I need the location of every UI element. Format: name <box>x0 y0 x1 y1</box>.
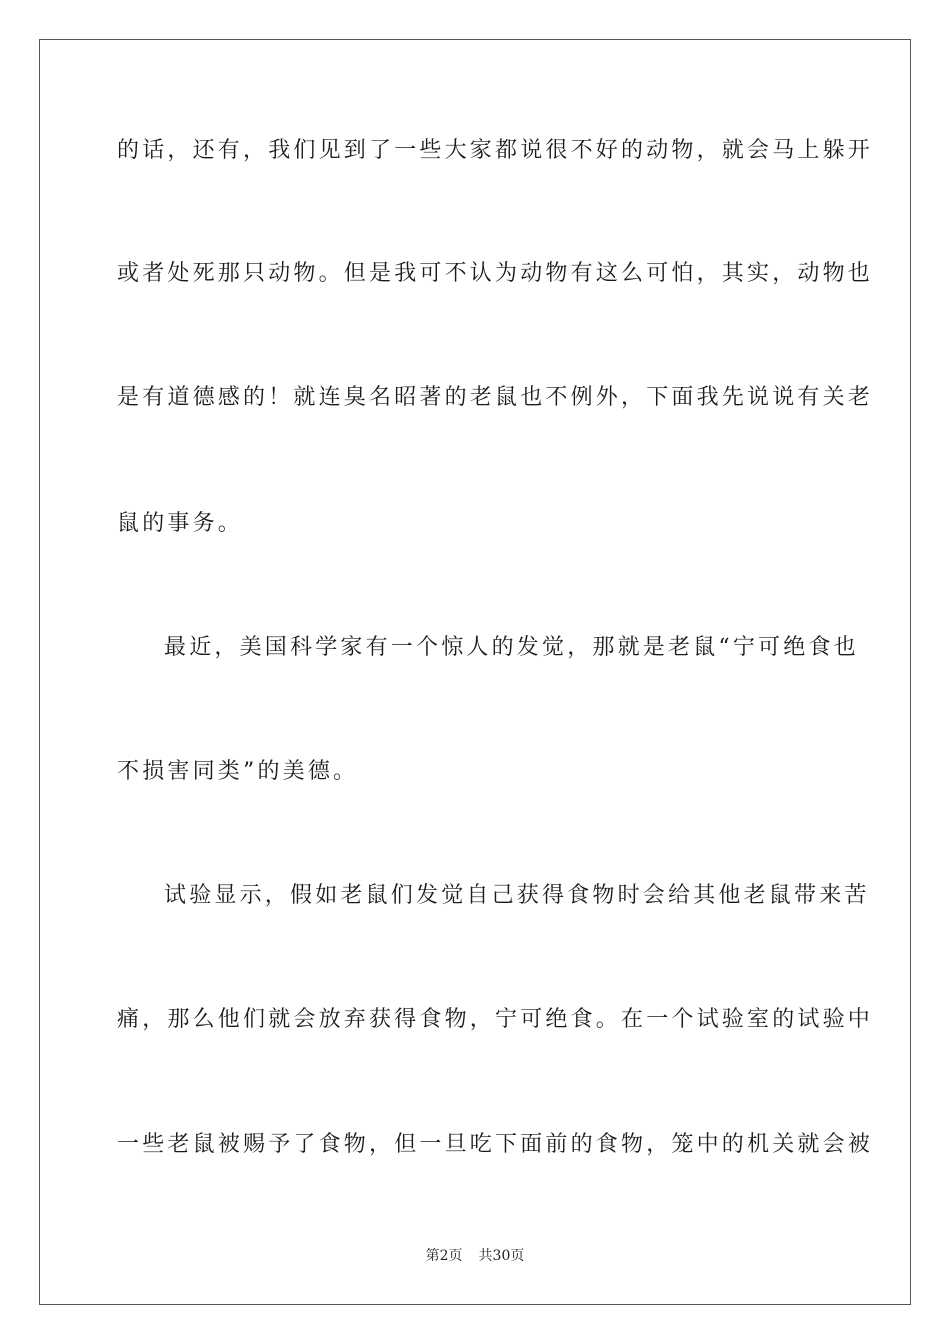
text-line-5: 最近，美国科学家有一个惊人的发觉，那就是老鼠“宁可绝食也 <box>164 635 859 660</box>
text-line-9: 一些老鼠被赐予了食物，但一旦吃下面前的食物，笼中的机关就会被 <box>117 1132 874 1157</box>
text-line-3: 是有道德感的！就连臭名昭著的老鼠也不例外，下面我先说说有关老 <box>117 385 874 410</box>
text-line-8: 痛，那么他们就会放弃获得食物，宁可绝食。在一个试验室的试验中 <box>117 1007 874 1032</box>
text-line-1: 的话，还有，我们见到了一些大家都说很不好的动物，就会马上躲开 <box>117 138 874 163</box>
text-line-6: 不损害同类”的美德。 <box>117 759 359 784</box>
text-line-2: 或者处死那只动物。但是我可不认为动物有这么可怕，其实，动物也 <box>117 261 874 286</box>
page-total: 共30页 <box>478 1248 525 1264</box>
text-line-7: 试验显示，假如老鼠们发觉自己获得食物时会给其他老鼠带来苦 <box>164 883 870 908</box>
page-border <box>39 39 911 1305</box>
text-line-4: 鼠的事务。 <box>117 511 244 536</box>
page-number: 第2页 <box>425 1248 463 1264</box>
page-footer <box>0 1246 950 1266</box>
